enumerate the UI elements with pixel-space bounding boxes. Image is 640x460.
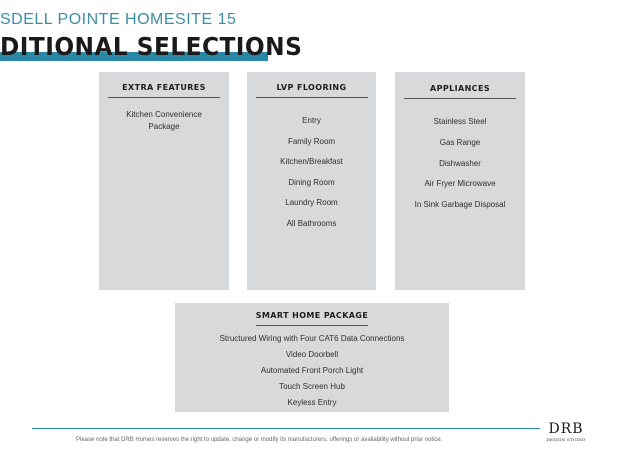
list-item: Family Room — [287, 136, 336, 146]
list-item: In Sink Garbage Disposal — [414, 200, 506, 210]
page-title: DITIONAL SELECTIONS — [0, 32, 303, 61]
list-item: Air Fryer Microwave — [424, 179, 496, 189]
list-item: Dishwasher — [439, 158, 481, 168]
list-item: Video Doorbell — [285, 350, 339, 359]
footer-divider — [32, 428, 540, 429]
list-item: Entry — [302, 116, 321, 125]
logo-mark: DRB — [548, 421, 584, 437]
list-item: Kitchen Convenience — [126, 110, 202, 119]
page-subtitle: SDELL POINTE HOMESITE 15 — [0, 11, 237, 28]
drb-logo — [545, 421, 587, 443]
smart-home-panel — [175, 303, 449, 412]
list-item: Automated Front Porch Light — [260, 366, 364, 375]
list-item: Gas Range — [439, 137, 481, 147]
list-item: Laundry Room — [285, 198, 338, 208]
footer-note: Please note that DRB Homes reserves the right to update, change or modify its manufacturers, offerings or availability without prior notice. — [76, 437, 443, 443]
panel-heading: EXTRA FEATURES — [122, 83, 206, 92]
panel-heading: LVP FLOORING — [276, 83, 347, 92]
panel-heading: APPLIANCES — [430, 84, 490, 93]
list-item: Touch Screen Hub — [279, 382, 345, 391]
list-item: Stainless Steel — [433, 117, 487, 126]
list-item: Kitchen/Breakfast — [280, 157, 343, 167]
list-item: Structured Wiring with Four CAT6 Data Connections — [219, 334, 405, 343]
heading-divider — [108, 97, 220, 98]
lvp-flooring-panel — [247, 72, 376, 290]
list-item: Keyless Entry — [287, 398, 337, 407]
heading-divider — [256, 97, 368, 98]
appliances-panel — [395, 72, 525, 290]
panel-heading: SMART HOME PACKAGE — [255, 311, 369, 320]
list-item: All Bathrooms — [286, 218, 337, 228]
list-item: Package — [148, 122, 180, 131]
list-item: Dining Room — [288, 177, 335, 187]
heading-divider — [404, 98, 516, 99]
logo-subtitle: DESIGN STUDIO — [546, 437, 586, 442]
heading-divider — [256, 325, 368, 326]
extra-features-panel — [99, 72, 229, 290]
